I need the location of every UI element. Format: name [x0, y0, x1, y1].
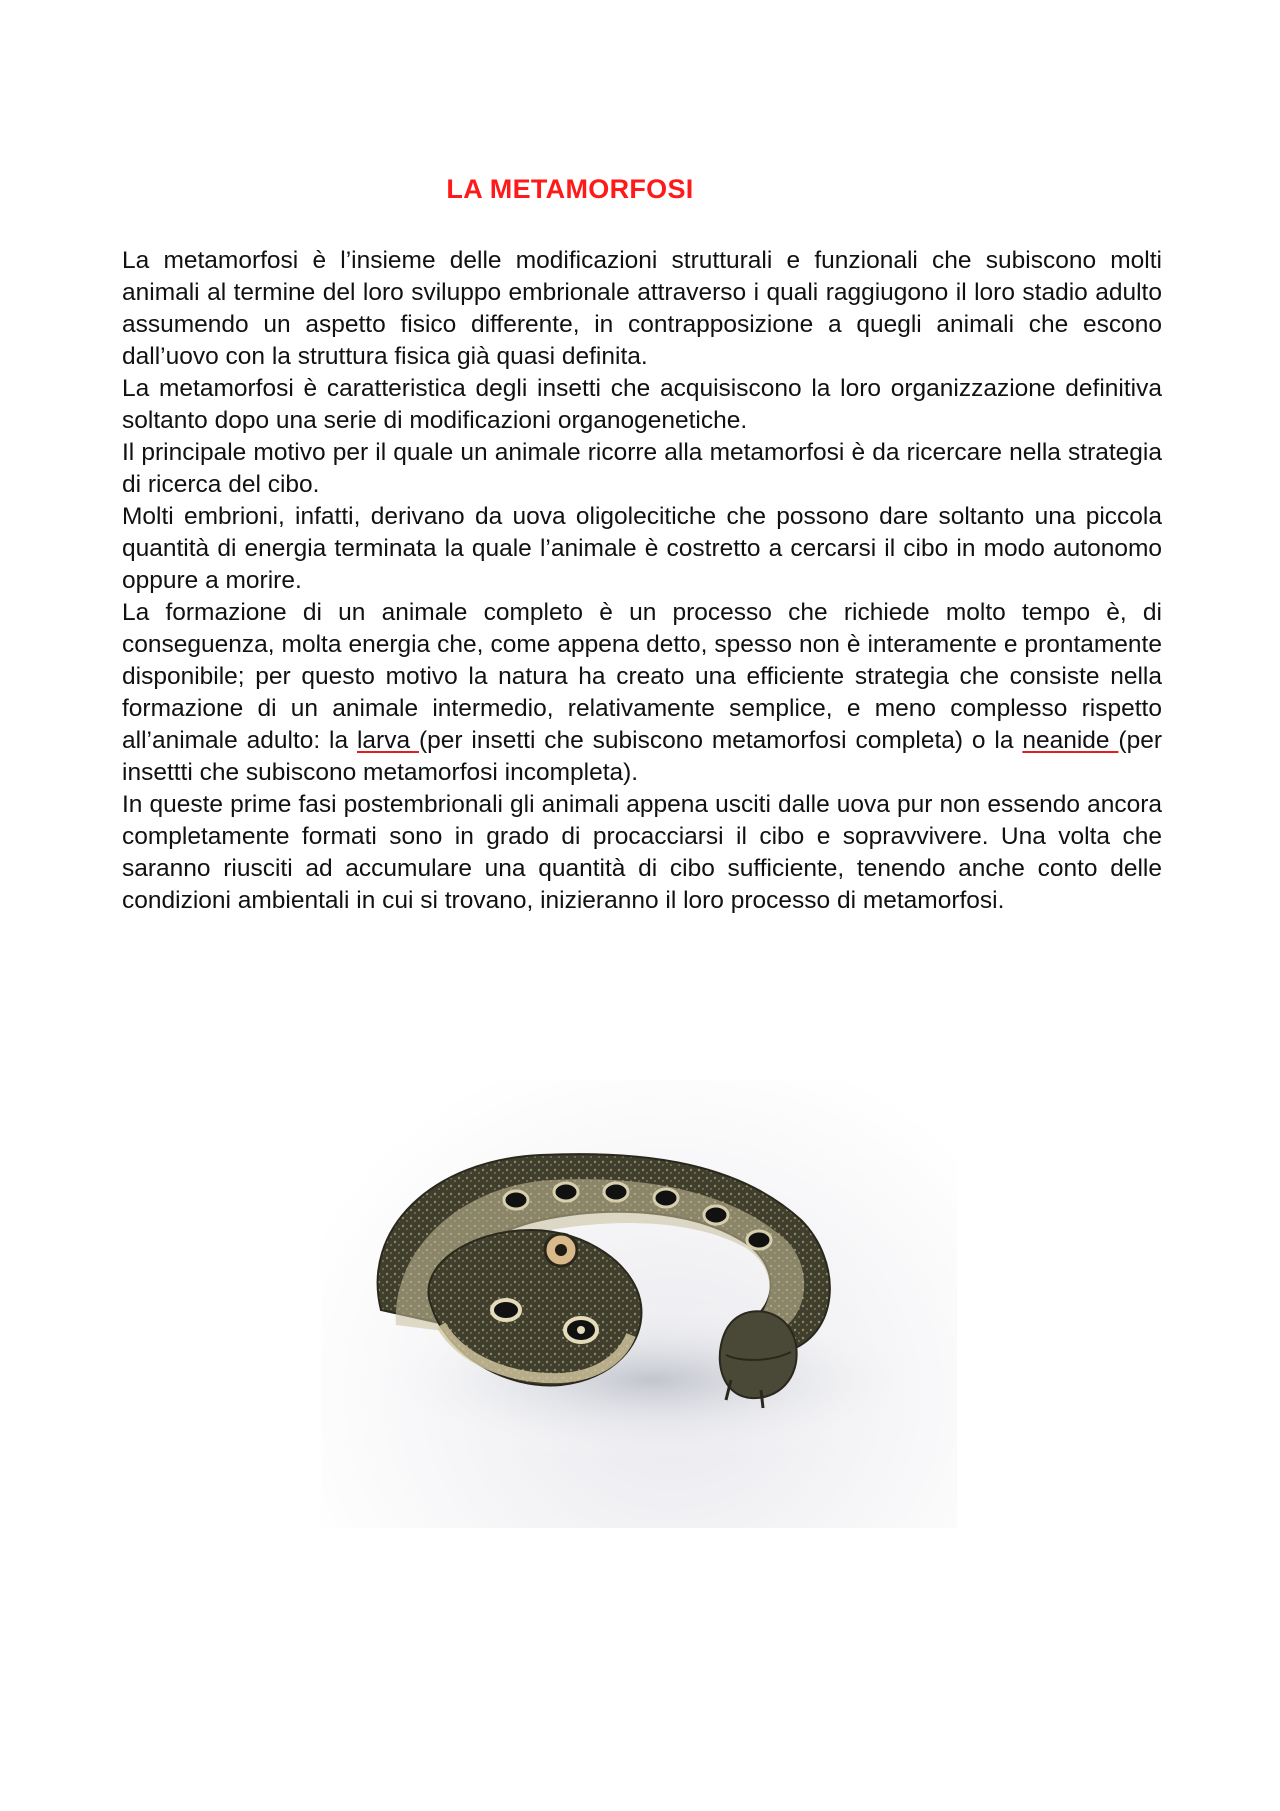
paragraph-5-text-c: (per insettti che subiscono metamorfosi incompleta). — [122, 727, 1162, 786]
paragraph-3: Il principale motivo per il quale un animale ricorre alla metamorfosi è da ricercare nella strategia di ricerca del cibo. — [122, 439, 1162, 498]
paragraph-2: La metamorfosi è caratteristica degli insetti che acquisiscono la loro organizzazione definitiva soltanto dopo una serie di modificazioni organogenetiche. — [122, 375, 1162, 434]
eye-spot-icon — [545, 1234, 577, 1266]
paragraph-4: Molti embrioni, infatti, derivano da uova oligolecitiche che possono dare soltanto una piccola quantità di energia terminata la quale l’animale è costretto a cercarsi il cibo in modo autonomo oppure a morire. — [122, 503, 1162, 594]
term-larva: larva — [356, 727, 419, 754]
paragraph-5 — [122, 597, 1162, 789]
document-body — [122, 245, 1162, 917]
caterpillar-illustration — [321, 1080, 957, 1528]
paragraph-1: La metamorfosi è l’insieme delle modificazioni strutturali e funzionali che subiscono molti animali al termine del loro sviluppo embrionale attraverso i quali raggiugono il loro stadio adulto assumendo un aspetto fisico differente, in contrapposizione a quegli animali che escono dall’uovo con la struttura fisica già quasi definita. — [122, 247, 1162, 370]
caterpillar-photo — [321, 1080, 957, 1528]
paragraph-5-text-a: La formazione di un animale completo è un processo che richiede molto tempo è, di conseguenza, molta energia che, come appena detto, spesso non è interamente e prontamente disponibile; per questo motivo la natura ha creato una efficiente strategia che consiste nella formazione di un animale intermedio, relativamente semplice, e meno complesso rispetto all’animale adulto: la — [122, 599, 1162, 754]
page-title: LA METAMORFOSI — [446, 174, 694, 205]
paragraph-6: In queste prime fasi postembrionali gli animali appena usciti dalle uova pur non essendo ancora completamente formati sono in grado di procacciarsi il cibo e sopravvivere. Una volta che saranno riusciti ad accumulare una quantità di cibo sufficiente, tenendo anche conto delle condizioni ambientali in cui si trovano, inizieranno il loro processo di metamorfosi. — [122, 791, 1162, 914]
term-neanide: neanide — [1022, 727, 1119, 754]
paragraph-5-text-b: (per insetti che subiscono metamorfosi completa) o la — [418, 727, 1023, 754]
